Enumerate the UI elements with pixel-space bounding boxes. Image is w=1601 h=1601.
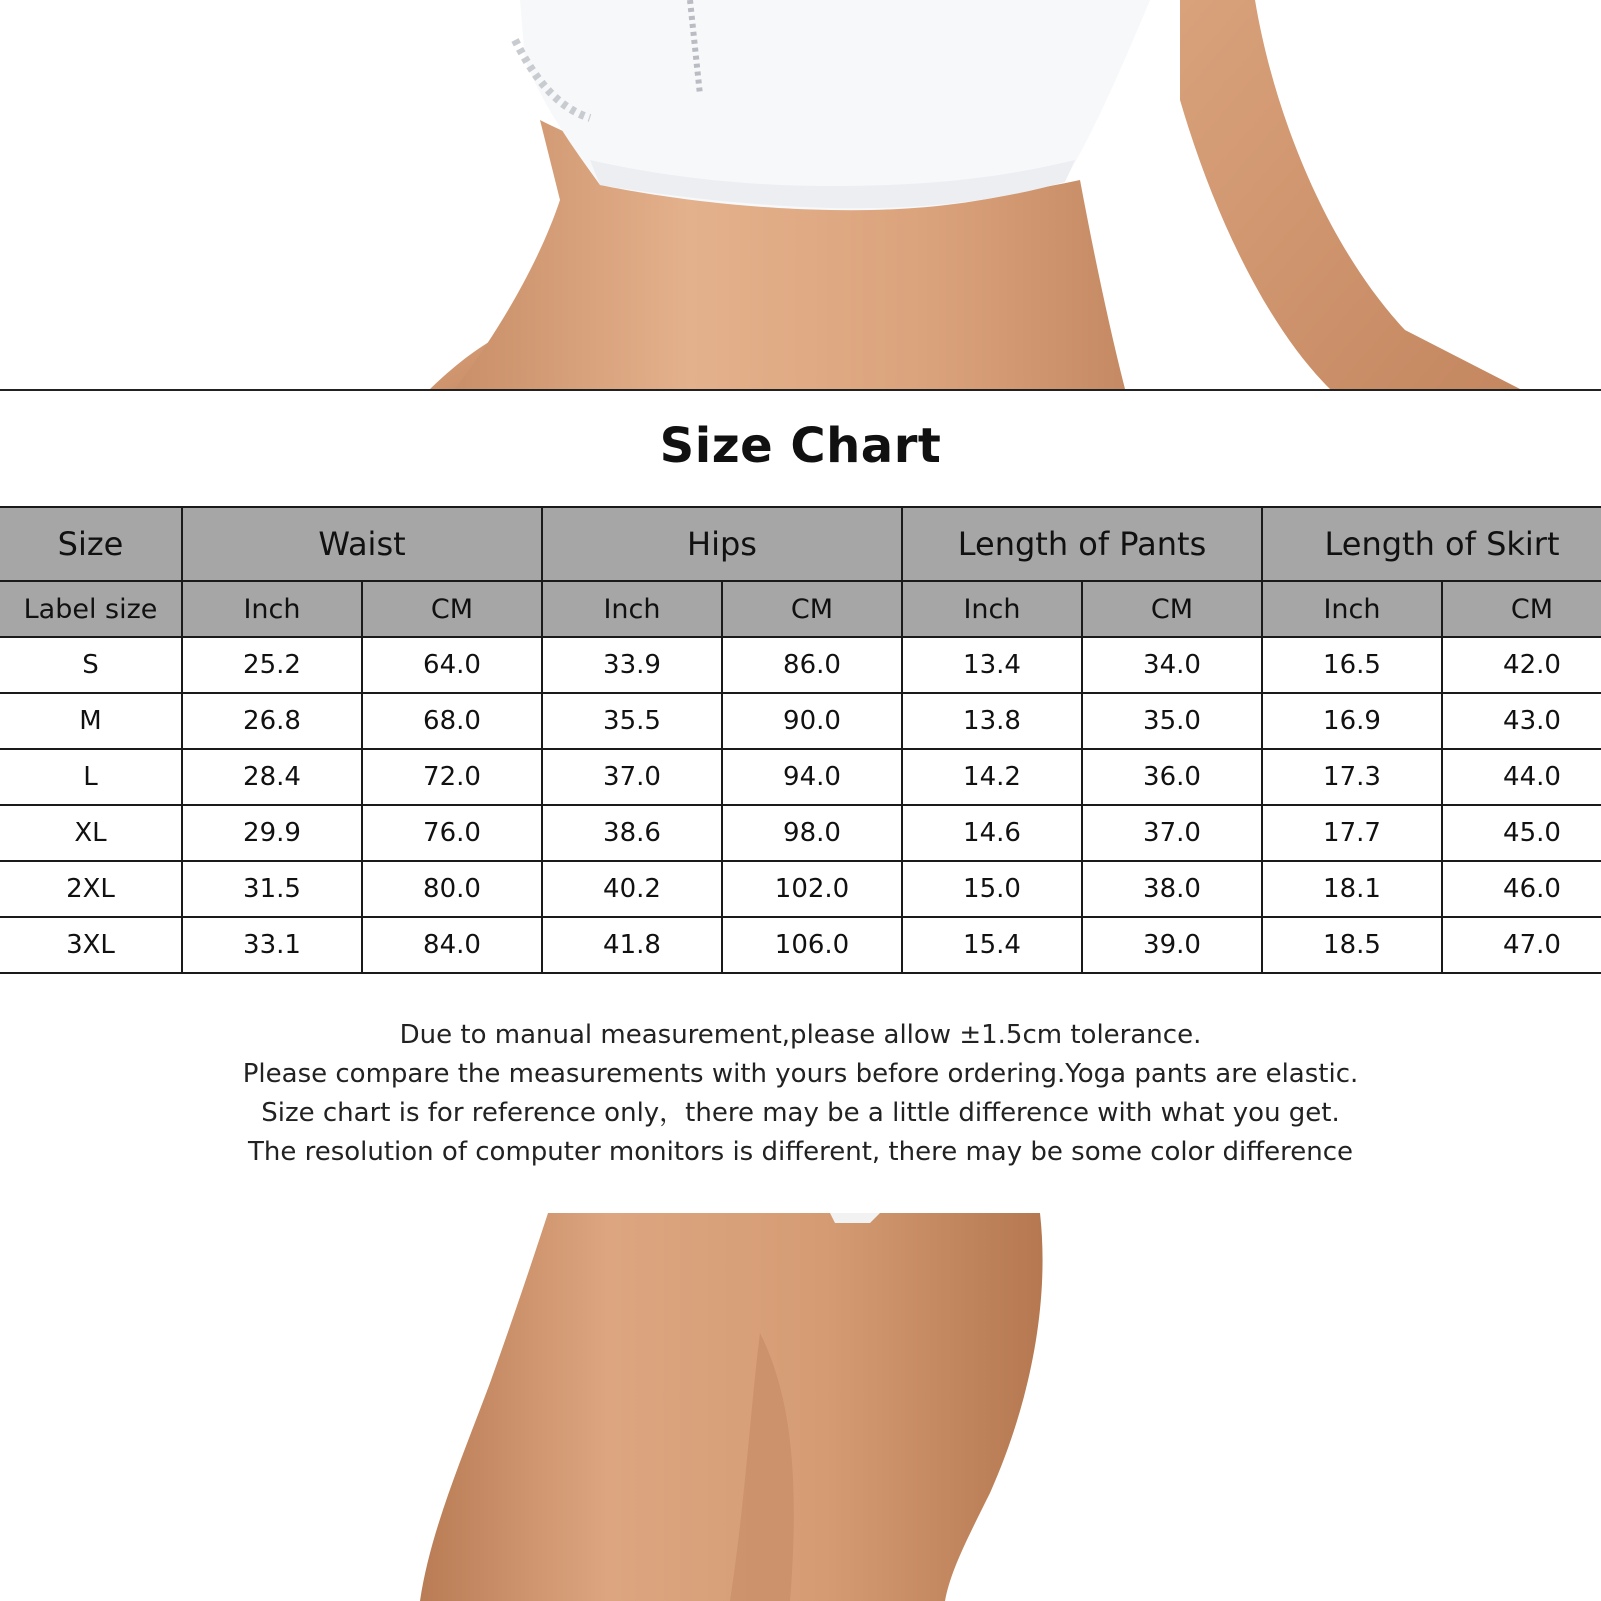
table-cell: 36.0 bbox=[1082, 749, 1262, 805]
group-header-row bbox=[0, 507, 1601, 581]
table-cell: 102.0 bbox=[722, 861, 902, 917]
header-size: Size bbox=[0, 507, 182, 581]
table-cell: 25.2 bbox=[182, 637, 362, 693]
table-cell: 90.0 bbox=[722, 693, 902, 749]
table-cell: 42.0 bbox=[1442, 637, 1601, 693]
table-row bbox=[0, 693, 1601, 749]
table-cell: 13.8 bbox=[902, 693, 1082, 749]
table-cell: 40.2 bbox=[542, 861, 722, 917]
table-cell: 14.6 bbox=[902, 805, 1082, 861]
page-title: Size Chart bbox=[659, 418, 942, 474]
model-torso-photo bbox=[0, 0, 1601, 389]
table-cell: 80.0 bbox=[362, 861, 542, 917]
table-cell: 76.0 bbox=[362, 805, 542, 861]
unit-header-row bbox=[0, 581, 1601, 637]
table-cell: 37.0 bbox=[542, 749, 722, 805]
table-cell: 28.4 bbox=[182, 749, 362, 805]
table-cell: 37.0 bbox=[1082, 805, 1262, 861]
header-length-of-skirt: Length of Skirt bbox=[1262, 507, 1601, 581]
size-label-cell: M bbox=[0, 693, 182, 749]
table-row bbox=[0, 917, 1601, 973]
model-legs-photo bbox=[0, 1213, 1601, 1601]
subheader-skirt-cm: CM bbox=[1442, 581, 1601, 637]
subheader-hips-inch: Inch bbox=[542, 581, 722, 637]
header-length-of-pants: Length of Pants bbox=[902, 507, 1262, 581]
table-cell: 31.5 bbox=[182, 861, 362, 917]
table-cell: 86.0 bbox=[722, 637, 902, 693]
size-label-cell: S bbox=[0, 637, 182, 693]
table-cell: 64.0 bbox=[362, 637, 542, 693]
table-cell: 33.9 bbox=[542, 637, 722, 693]
table-cell: 46.0 bbox=[1442, 861, 1601, 917]
table-row bbox=[0, 861, 1601, 917]
table-cell: 106.0 bbox=[722, 917, 902, 973]
subheader-pants-inch: Inch bbox=[902, 581, 1082, 637]
table-cell: 38.6 bbox=[542, 805, 722, 861]
size-chart-table bbox=[0, 506, 1601, 974]
note-line: Size chart is for reference only，there may be a little difference with what you get. bbox=[261, 1098, 1340, 1128]
table-cell: 17.7 bbox=[1262, 805, 1442, 861]
table-cell: 15.0 bbox=[902, 861, 1082, 917]
table-cell: 35.0 bbox=[1082, 693, 1262, 749]
table-cell: 68.0 bbox=[362, 693, 542, 749]
table-cell: 72.0 bbox=[362, 749, 542, 805]
table-cell: 98.0 bbox=[722, 805, 902, 861]
table-cell: 18.1 bbox=[1262, 861, 1442, 917]
table-cell: 15.4 bbox=[902, 917, 1082, 973]
size-label-cell: XL bbox=[0, 805, 182, 861]
size-label-cell: 2XL bbox=[0, 861, 182, 917]
table-cell: 16.5 bbox=[1262, 637, 1442, 693]
table-cell: 18.5 bbox=[1262, 917, 1442, 973]
disclaimer-notes bbox=[0, 1016, 1601, 1172]
header-waist: Waist bbox=[182, 507, 542, 581]
table-cell: 17.3 bbox=[1262, 749, 1442, 805]
subheader-pants-cm: CM bbox=[1082, 581, 1262, 637]
table-cell: 35.5 bbox=[542, 693, 722, 749]
table-cell: 44.0 bbox=[1442, 749, 1601, 805]
table-row bbox=[0, 805, 1601, 861]
table-cell: 41.8 bbox=[542, 917, 722, 973]
table-cell: 45.0 bbox=[1442, 805, 1601, 861]
table-cell: 34.0 bbox=[1082, 637, 1262, 693]
subheader-label-size: Label size bbox=[0, 581, 182, 637]
table-cell: 33.1 bbox=[182, 917, 362, 973]
table-cell: 43.0 bbox=[1442, 693, 1601, 749]
section-divider bbox=[0, 389, 1601, 391]
table-cell: 38.0 bbox=[1082, 861, 1262, 917]
size-label-cell: 3XL bbox=[0, 917, 182, 973]
table-cell: 16.9 bbox=[1262, 693, 1442, 749]
table-cell: 47.0 bbox=[1442, 917, 1601, 973]
note-line: The resolution of computer monitors is different, there may be some color difference bbox=[247, 1137, 1354, 1167]
subheader-waist-inch: Inch bbox=[182, 581, 362, 637]
table-cell: 94.0 bbox=[722, 749, 902, 805]
table-cell: 39.0 bbox=[1082, 917, 1262, 973]
table-cell: 84.0 bbox=[362, 917, 542, 973]
subheader-skirt-inch: Inch bbox=[1262, 581, 1442, 637]
table-cell: 14.2 bbox=[902, 749, 1082, 805]
table-cell: 26.8 bbox=[182, 693, 362, 749]
subheader-hips-cm: CM bbox=[722, 581, 902, 637]
table-row bbox=[0, 637, 1601, 693]
table-cell: 29.9 bbox=[182, 805, 362, 861]
note-line: Please compare the measurements with yours before ordering.Yoga pants are elastic. bbox=[242, 1059, 1359, 1089]
size-label-cell: L bbox=[0, 749, 182, 805]
note-line: Due to manual measurement,please allow ±1.5cm tolerance. bbox=[399, 1020, 1202, 1050]
subheader-waist-cm: CM bbox=[362, 581, 542, 637]
table-cell: 13.4 bbox=[902, 637, 1082, 693]
header-hips: Hips bbox=[542, 507, 902, 581]
table-row bbox=[0, 749, 1601, 805]
